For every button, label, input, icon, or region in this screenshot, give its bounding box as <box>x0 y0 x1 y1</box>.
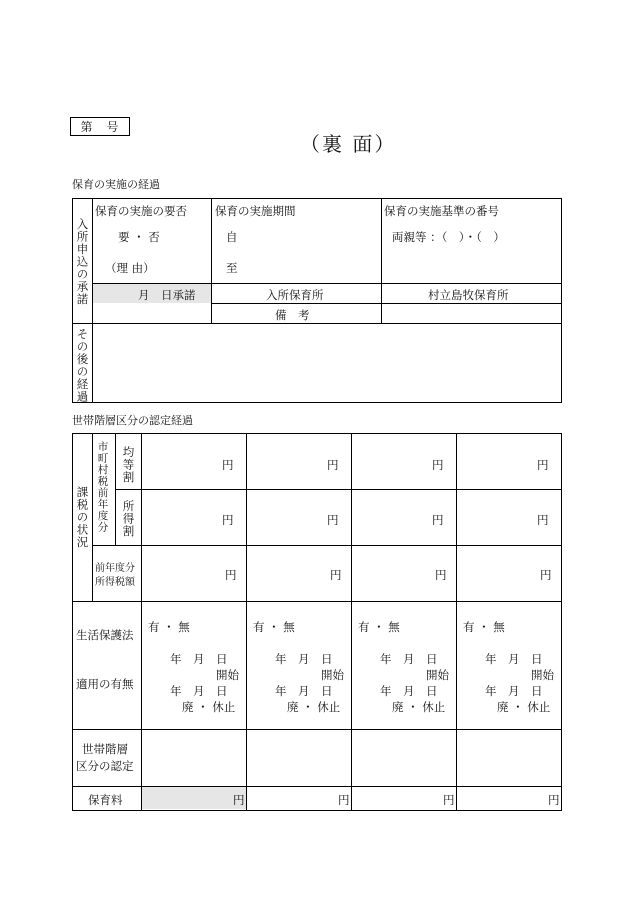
page-title: （裏 面） <box>300 132 397 156</box>
welfare-end-date: 年 月 日 <box>380 684 438 698</box>
col-header-need: 保育の実施の要否 <box>95 204 187 218</box>
welfare-label-top: 生活保護法 <box>76 628 134 642</box>
section-label-childcare: 保育の実施の経過 <box>72 178 160 191</box>
need-value: 要 ・ 否 <box>118 230 160 244</box>
welfare-end-date: 年 月 日 <box>170 684 228 698</box>
yen-unit: 円 <box>327 458 339 472</box>
welfare-yes-no: 有 ・ 無 <box>253 620 295 634</box>
welfare-end: 廃 ・ 休止 <box>497 700 551 714</box>
welfare-label-bottom: 適用の有無 <box>76 677 134 691</box>
welfare-start-date: 年 月 日 <box>170 652 228 666</box>
bracket-label-bottom: 区分の認定 <box>76 759 134 773</box>
welfare-end: 廃 ・ 休止 <box>287 700 341 714</box>
approval-date: 月 日承諾 <box>138 288 196 302</box>
yen-unit: 円 <box>548 793 560 807</box>
welfare-yes-no: 有 ・ 無 <box>358 620 400 634</box>
welfare-yes-no: 有 ・ 無 <box>463 620 505 634</box>
yen-unit: 円 <box>435 568 447 582</box>
yen-unit: 円 <box>233 793 245 807</box>
yen-unit: 円 <box>537 513 549 527</box>
welfare-start: 開始 <box>426 668 449 682</box>
reason-label: （理 由） <box>105 261 155 275</box>
welfare-start-date: 年 月 日 <box>485 652 543 666</box>
yen-unit: 円 <box>327 513 339 527</box>
yen-unit: 円 <box>432 513 444 527</box>
nursery-name: 村立島牧保育所 <box>428 288 509 302</box>
row-header-after: その後の経過 <box>75 328 90 403</box>
section-label-household: 世帯階層区分の認定経過 <box>72 414 193 427</box>
criteria-value: 両親等 ：（ ）・（ ） <box>392 230 505 244</box>
yen-unit: 円 <box>222 458 234 472</box>
taxation-header: 課税の状況 <box>75 486 90 549</box>
welfare-end: 廃 ・ 休止 <box>182 700 236 714</box>
col-header-period: 保育の実施期間 <box>215 204 296 218</box>
welfare-end-date: 年 月 日 <box>485 684 543 698</box>
welfare-start-date: 年 月 日 <box>380 652 438 666</box>
row-header-admission: 入所申込の承諾 <box>75 218 90 306</box>
yen-unit: 円 <box>443 793 455 807</box>
yen-unit: 円 <box>537 458 549 472</box>
income-share-label: 所得割 <box>121 500 136 538</box>
yen-unit: 円 <box>338 793 350 807</box>
welfare-yes-no: 有 ・ 無 <box>148 620 190 634</box>
yen-unit: 円 <box>222 513 234 527</box>
yen-unit: 円 <box>330 568 342 582</box>
col-header-criteria: 保育の実施基準の番号 <box>384 204 499 218</box>
form-number-label: 第 号 <box>80 120 120 134</box>
welfare-end: 廃 ・ 休止 <box>392 700 446 714</box>
welfare-start-date: 年 月 日 <box>275 652 333 666</box>
bracket-label-top: 世帯階層 <box>82 742 128 756</box>
period-from: 自 <box>226 230 238 244</box>
municipal-tax-header: 市町村税前年度分 <box>96 441 109 533</box>
yen-unit: 円 <box>225 568 237 582</box>
fee-label: 保育料 <box>88 793 123 807</box>
equal-share-label: 均等割 <box>121 446 136 484</box>
remarks-label: 備 考 <box>275 308 310 322</box>
welfare-start: 開始 <box>321 668 344 682</box>
prev-income-tax-label: 前年度分所得税額 <box>95 563 135 588</box>
yen-unit: 円 <box>432 458 444 472</box>
nursery-label: 入所保育所 <box>266 288 324 302</box>
welfare-start: 開始 <box>216 668 239 682</box>
period-to: 至 <box>226 261 238 275</box>
welfare-start: 開始 <box>531 668 554 682</box>
welfare-end-date: 年 月 日 <box>275 684 333 698</box>
yen-unit: 円 <box>540 568 552 582</box>
